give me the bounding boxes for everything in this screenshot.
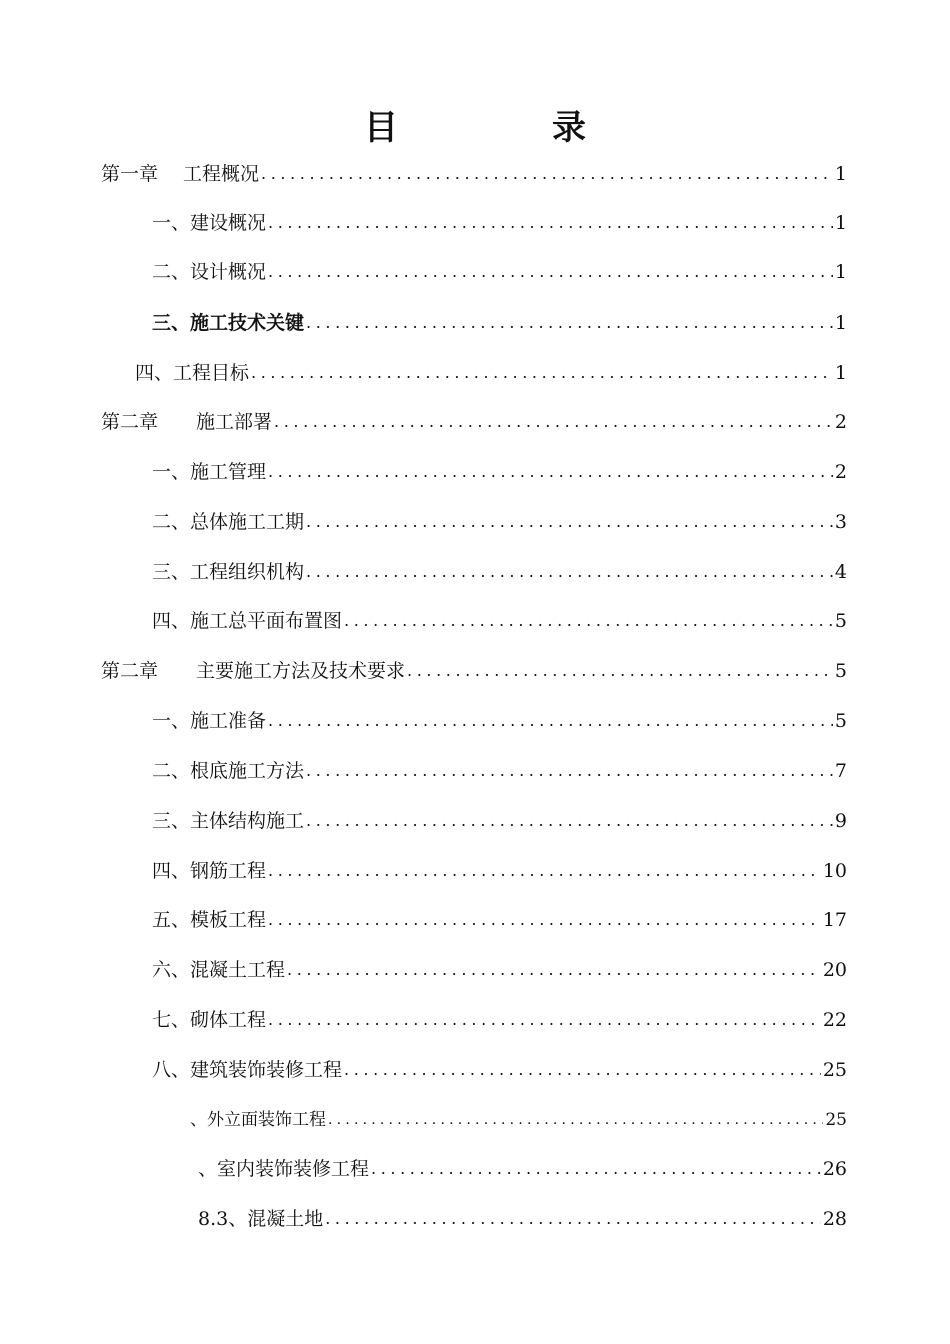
dot-leader: [268, 460, 833, 484]
toc-page-number: 1: [834, 261, 847, 283]
toc-entry-label: 四、工程目标: [135, 362, 250, 384]
dot-leader: [274, 410, 833, 434]
toc-page-number: 5: [834, 610, 847, 632]
dot-leader: [371, 1157, 821, 1181]
toc-entry[interactable]: [152, 205, 847, 235]
toc-entry[interactable]: [198, 1151, 847, 1181]
toc-entry[interactable]: [152, 952, 847, 982]
toc-page-number: 7: [834, 760, 847, 782]
toc-page-number: 1: [834, 163, 847, 185]
toc-entry[interactable]: [152, 603, 847, 633]
toc-entry[interactable]: [152, 254, 847, 284]
dot-leader: [328, 1108, 823, 1132]
toc-page-number: 1: [834, 362, 847, 384]
toc-page-number: 10: [822, 860, 847, 882]
toc-entry-label: 七、砌体工程: [152, 1009, 267, 1031]
dot-leader: [268, 260, 833, 284]
toc-entry-label: 八、建筑装饰装修工程: [152, 1059, 343, 1081]
toc-page-number: 3: [834, 511, 847, 533]
dot-leader: [251, 361, 833, 385]
dot-leader: [287, 958, 821, 982]
toc-entry[interactable]: [135, 355, 847, 385]
toc-entry-label: 一、施工准备: [152, 710, 267, 732]
toc-entry[interactable]: [101, 156, 847, 186]
toc-entry-label: 一、施工管理: [152, 461, 267, 483]
dot-leader: [268, 908, 821, 932]
toc-entry-label: 四、钢筋工程: [152, 860, 267, 882]
toc-entry[interactable]: [152, 703, 847, 733]
toc-page-number: 28: [822, 1208, 847, 1230]
toc-entry-label: 二、设计概况: [152, 261, 267, 283]
dot-leader: [306, 809, 833, 833]
toc-entry-label: 第二章 主要施工方法及技术要求: [101, 660, 406, 682]
toc-entry-label: 8.3、混凝土地: [198, 1208, 324, 1230]
dot-leader: [306, 510, 833, 534]
toc-page-number: 20: [822, 959, 847, 981]
dot-leader: [306, 560, 833, 584]
toc-entry-label: 、室内装饰装修工程: [198, 1158, 370, 1180]
toc-entry[interactable]: [190, 1102, 847, 1132]
toc-entry-label: 三、工程组织机构: [152, 561, 305, 583]
toc-entry[interactable]: [152, 902, 847, 932]
toc-entry[interactable]: [198, 1201, 847, 1231]
toc-entry-label: 第一章 工程概况: [101, 163, 260, 185]
toc-page-number: 26: [822, 1158, 847, 1180]
toc-page-number: 9: [834, 810, 847, 832]
toc-entry-label: 二、总体施工工期: [152, 511, 305, 533]
dot-leader: [344, 1058, 821, 1082]
dot-leader: [344, 609, 833, 633]
toc-entry[interactable]: [152, 853, 847, 883]
toc-entry-label: 四、施工总平面布置图: [152, 610, 343, 632]
toc-entry[interactable]: [101, 404, 847, 434]
toc-page-number: 2: [834, 411, 847, 433]
toc-entry-label: 三、施工技术关键: [152, 312, 305, 334]
toc-page-number: 1: [834, 212, 847, 234]
toc-entry[interactable]: [152, 554, 847, 584]
toc-entry-label: 五、模板工程: [152, 909, 267, 931]
toc-page-number: 4: [834, 561, 847, 583]
page-title: 目 录: [364, 108, 646, 148]
dot-leader: [268, 859, 821, 883]
toc-page-number: 25: [825, 1110, 847, 1130]
toc-entry[interactable]: [152, 753, 847, 783]
toc-entry-label: 第二章 施工部署: [101, 411, 273, 433]
toc-entry[interactable]: [152, 504, 847, 534]
toc-entry-label: 、外立面装饰工程: [190, 1110, 326, 1130]
toc-entry[interactable]: [152, 454, 847, 484]
dot-leader: [268, 709, 833, 733]
toc-entry-label: 一、建设概况: [152, 212, 267, 234]
toc-page-number: 5: [834, 710, 847, 732]
toc-page-number: 25: [822, 1059, 847, 1081]
dot-leader: [268, 1008, 821, 1032]
toc-page-number: 5: [834, 660, 847, 682]
dot-leader: [268, 211, 833, 235]
dot-leader: [325, 1207, 821, 1231]
toc-page-number: 17: [822, 909, 847, 931]
dot-leader: [306, 311, 833, 335]
toc-entry[interactable]: [152, 1002, 847, 1032]
toc-page-number: 22: [822, 1009, 847, 1031]
toc-entry[interactable]: [152, 1052, 847, 1082]
toc-entry[interactable]: [152, 305, 847, 335]
toc-entry[interactable]: [101, 653, 847, 683]
toc-entry-label: 三、主体结构施工: [152, 810, 305, 832]
toc-page-number: 1: [834, 312, 847, 334]
toc-entry-label: 二、根底施工方法: [152, 760, 305, 782]
dot-leader: [407, 659, 833, 683]
dot-leader: [261, 162, 833, 186]
dot-leader: [306, 759, 833, 783]
toc-page-number: 2: [834, 461, 847, 483]
toc-entry[interactable]: [152, 803, 847, 833]
toc-entry-label: 六、混凝土工程: [152, 959, 286, 981]
